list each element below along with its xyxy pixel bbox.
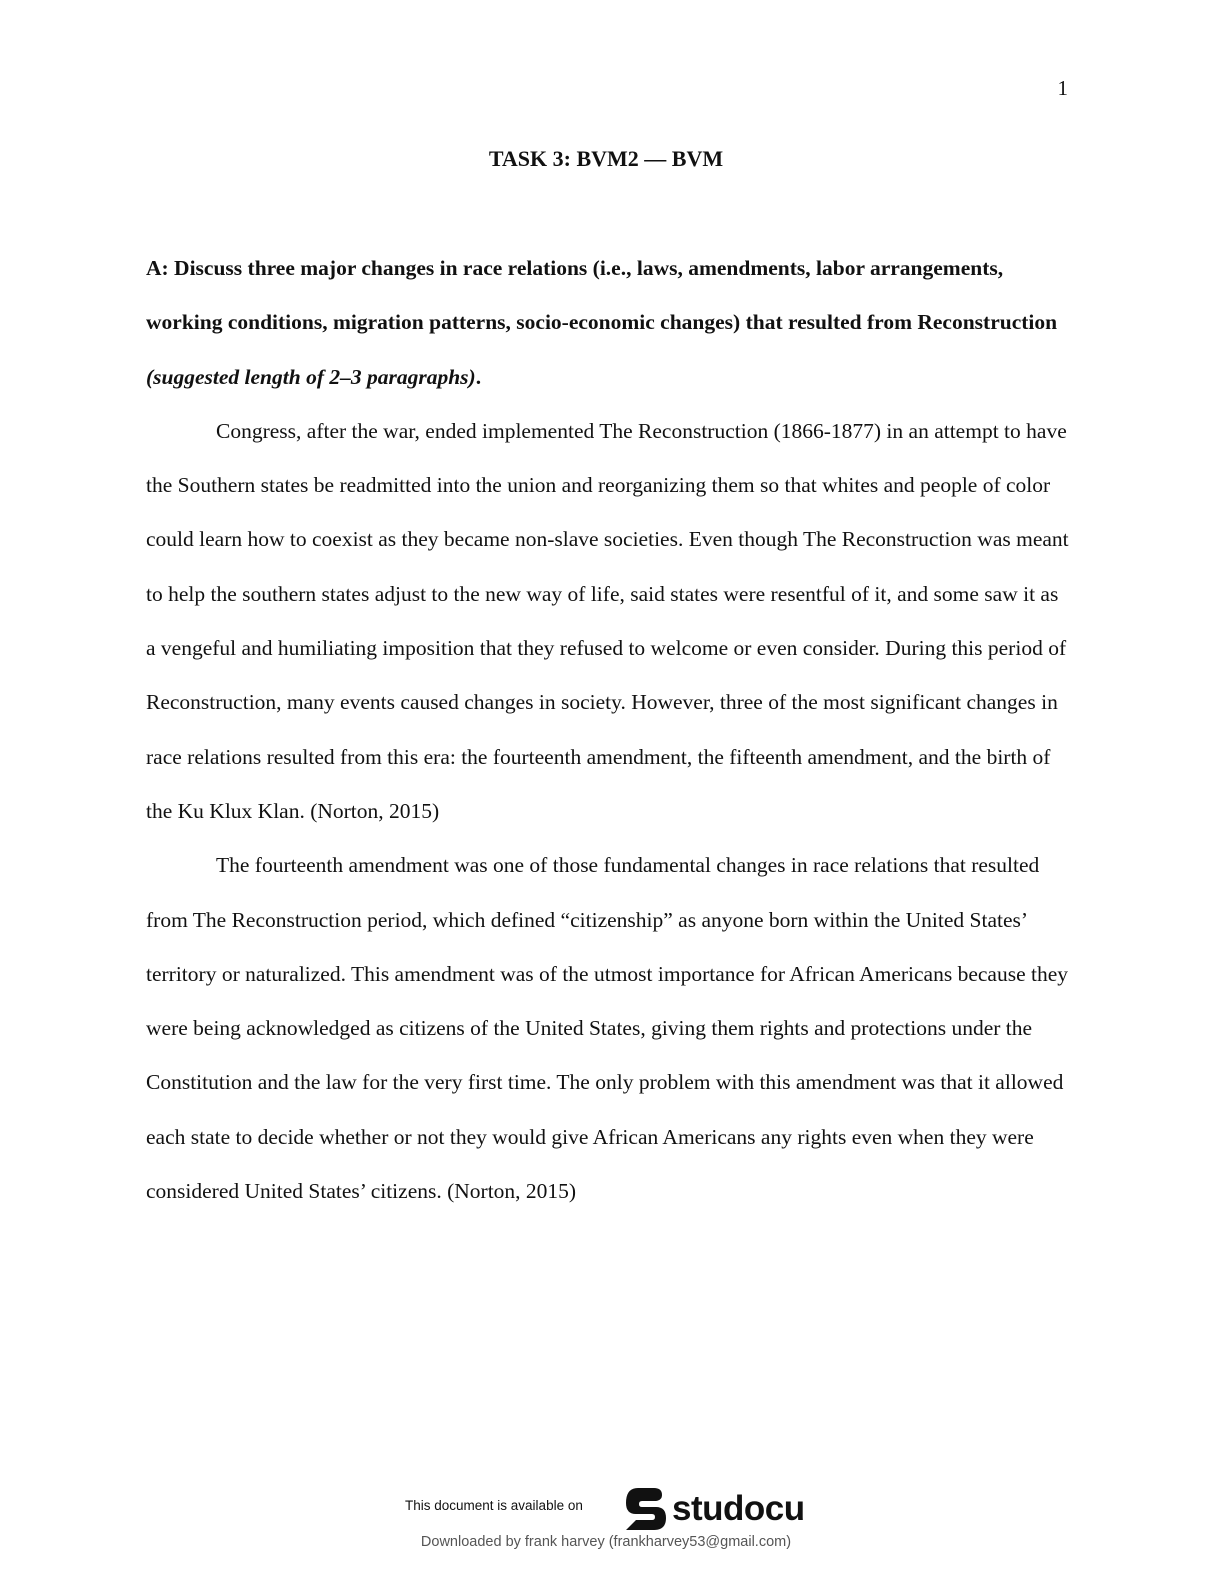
downloaded-by-text: Downloaded by frank harvey (frankharvey53@gmail.com): [420, 1534, 792, 1550]
studocu-footer: [0, 1478, 1224, 1568]
suggested-length: (suggested length of 2–3 paragraphs): [146, 364, 476, 389]
question-prompt: [146, 241, 1070, 404]
studocu-s-logo-icon: [620, 1484, 668, 1534]
studocu-logo[interactable]: [620, 1484, 820, 1534]
available-on-text: This document is available on: [405, 1498, 583, 1513]
document-title: TASK 3: BVM2 — BVM: [488, 146, 724, 171]
document-body: [146, 241, 1070, 1218]
page-number: 1: [1057, 76, 1068, 100]
body-paragraph-1: Congress, after the war, ended implemented The Reconstruction (1866-1877) in an attempt to have the Southern states be readmitted into the union and reorganizing them so that whites and people of color could learn how to coexist as they became non-slave societies. Even though The Reconstruction was meant to help the southern states adjust to the new way of life, said states were resentful of it, and some saw it as a vengeful and humiliating imposition that they refused to welcome or even consider. During this period of Reconstruction, many events caused changes in society. However, three of the most significant changes in race relations resulted from this era: the fourteenth amendment, the fifteenth amendment, and the birth of the Ku Klux Klan. (Norton, 2015): [146, 418, 1069, 823]
question-text: A: Discuss three major changes in race relations (i.e., laws, amendments, labor arrangements, working conditions, migration patterns, socio-economic changes) that resulted from Reconstruction: [146, 256, 1058, 335]
studocu-brand-name: studocu: [672, 1489, 805, 1528]
question-end: .: [475, 364, 482, 389]
body-paragraph-2: The fourteenth amendment was one of those fundamental changes in race relations that resulted from The Reconstruction period, which defined “citizenship” as anyone born within the United States’ territory or naturalized. This amendment was of the utmost importance for African Americans because they were being acknowledged as citizens of the United States, giving them rights and protections under the Constitution and the law for the very first time. The only problem with this amendment was that it allowed each state to decide whether or not they would give African Americans any rights even when they were considered United States’ citizens. (Norton, 2015): [146, 853, 1069, 1204]
